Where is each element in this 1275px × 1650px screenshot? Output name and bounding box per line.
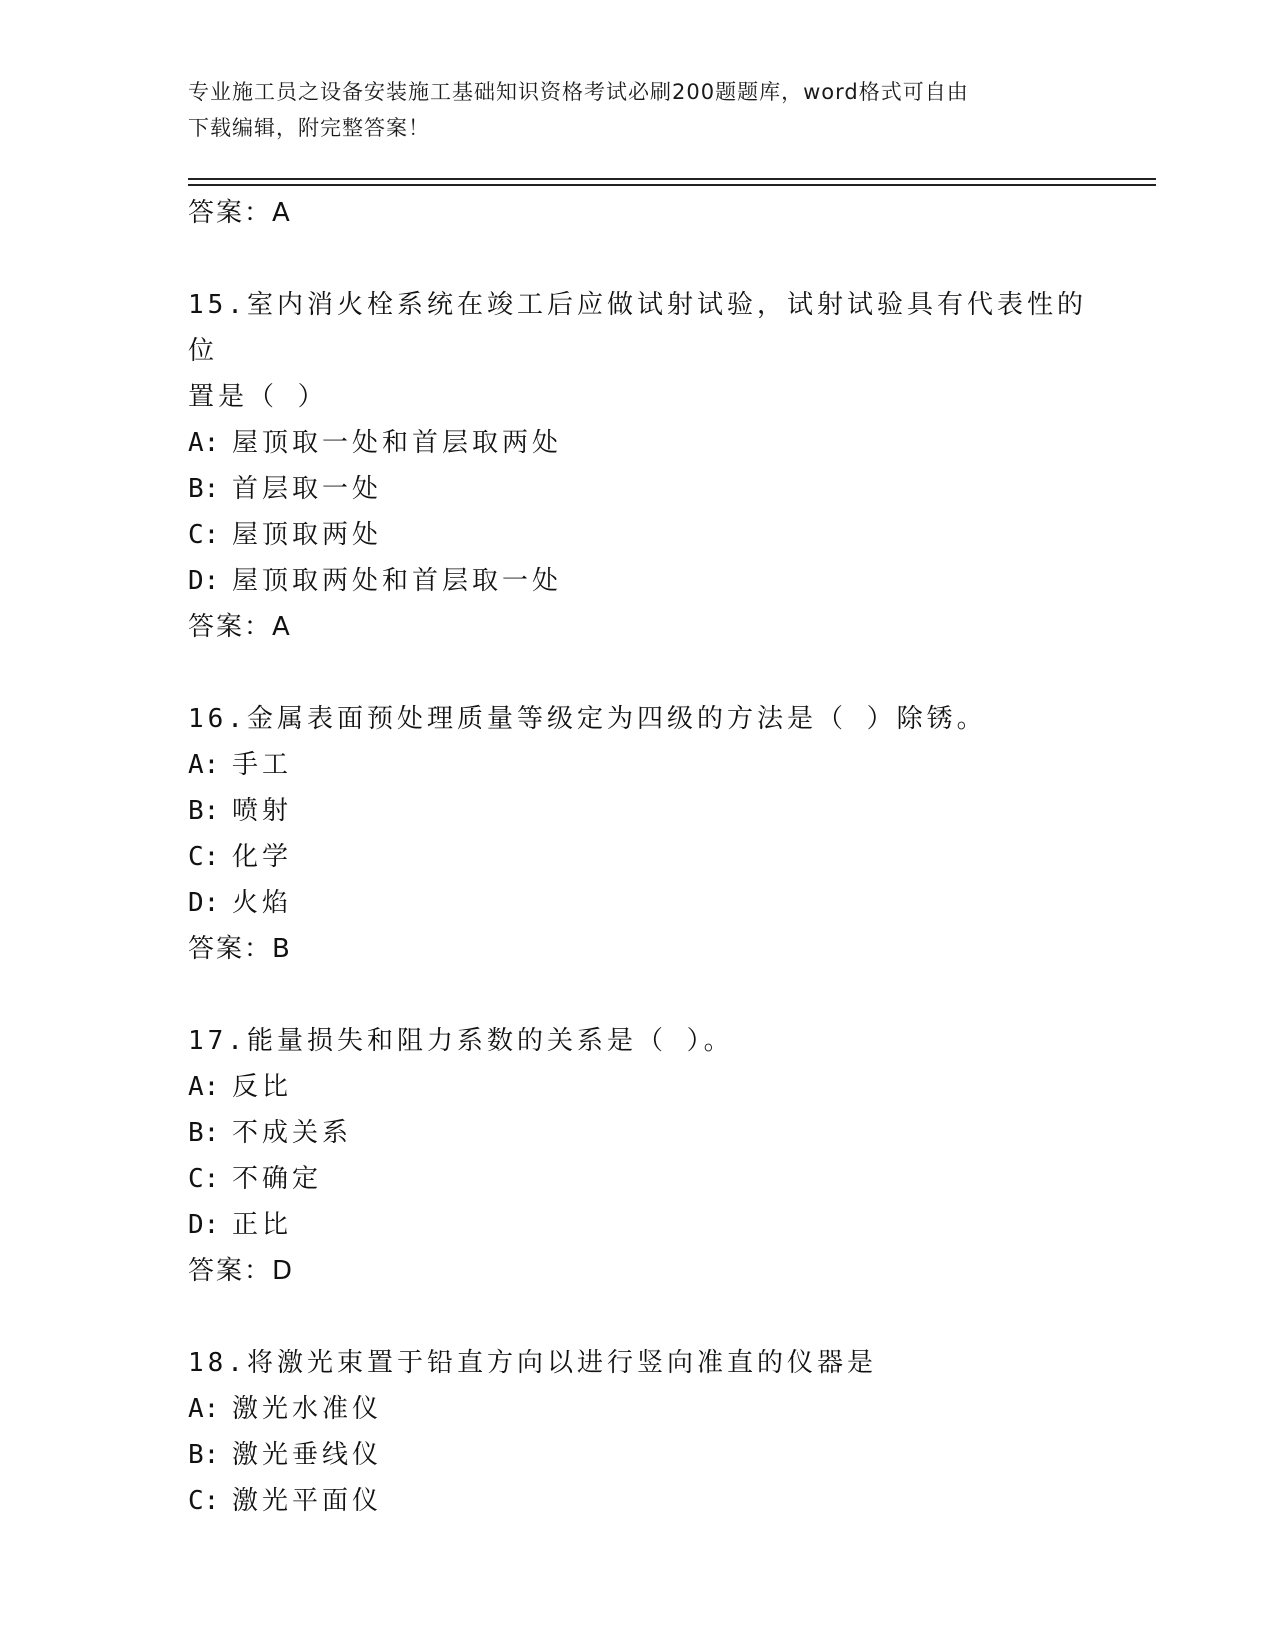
question-text: 16.金属表面预处理质量等级定为四级的方法是（ ）除锈。 <box>188 704 987 734</box>
question-text: 15.室内消火栓系统在竣工后应做试射试验，试射试验具有代表性的位 <box>188 290 1087 366</box>
document-header <box>188 74 1088 146</box>
option-c <box>188 834 1088 880</box>
option-d <box>188 558 1088 604</box>
option-text: 激光垂线仪 <box>232 1440 383 1470</box>
option-a <box>188 1386 1088 1432</box>
option-b <box>188 1110 1088 1156</box>
option-label: B: <box>188 1440 220 1470</box>
question-text: 17.能量损失和阻力系数的关系是（ ）。 <box>188 1026 734 1056</box>
option-c <box>188 1478 1088 1524</box>
option-label: C: <box>188 842 220 872</box>
option-text: 手工 <box>232 750 293 780</box>
option-text: 不成关系 <box>232 1118 353 1148</box>
answer-line: 答案：A <box>188 612 292 642</box>
option-text: 屋顶取两处和首层取一处 <box>232 566 563 596</box>
option-a <box>188 420 1088 466</box>
option-label: A: <box>188 428 220 458</box>
option-label: B: <box>188 474 220 504</box>
answer-line: 答案：A <box>188 198 292 228</box>
option-c <box>188 1156 1088 1202</box>
option-text: 喷射 <box>232 796 293 826</box>
answer-line: 答案：D <box>188 1256 295 1286</box>
question-18 <box>188 1340 1088 1524</box>
option-text: 首层取一处 <box>232 474 383 504</box>
option-d <box>188 1202 1088 1248</box>
option-b <box>188 1432 1088 1478</box>
option-text: 反比 <box>232 1072 293 1102</box>
option-label: A: <box>188 1394 220 1424</box>
option-a <box>188 1064 1088 1110</box>
option-text: 激光平面仪 <box>232 1486 383 1516</box>
option-text: 屋顶取一处和首层取两处 <box>232 428 563 458</box>
option-b <box>188 466 1088 512</box>
option-a <box>188 742 1088 788</box>
option-label: D: <box>188 566 220 596</box>
question-16 <box>188 696 1088 972</box>
question-17 <box>188 1018 1088 1294</box>
option-text: 不确定 <box>232 1164 323 1194</box>
option-label: C: <box>188 1164 220 1194</box>
header-divider-top <box>188 178 1156 180</box>
option-d <box>188 880 1088 926</box>
question-text: 18.将激光束置于铅直方向以进行竖向准直的仪器是 <box>188 1348 877 1378</box>
option-c <box>188 512 1088 558</box>
option-text: 屋顶取两处 <box>232 520 383 550</box>
header-line-2: 下载编辑，附完整答案！ <box>188 116 430 140</box>
header-line-1: 专业施工员之设备安装施工基础知识资格考试必刷200题题库，word格式可自由 <box>188 80 969 104</box>
document-body <box>188 190 1088 1524</box>
answer-line: 答案：B <box>188 934 292 964</box>
option-label: D: <box>188 888 220 918</box>
option-label: D: <box>188 1210 220 1240</box>
option-label: C: <box>188 1486 220 1516</box>
option-text: 激光水准仪 <box>232 1394 383 1424</box>
option-label: C: <box>188 520 220 550</box>
question-15 <box>188 282 1088 650</box>
option-text: 火焰 <box>232 888 293 918</box>
option-label: A: <box>188 1072 220 1102</box>
option-label: B: <box>188 796 220 826</box>
option-label: B: <box>188 1118 220 1148</box>
header-divider-bottom <box>188 184 1156 186</box>
question-text-continued: 置是（ ） <box>188 382 328 412</box>
option-b <box>188 788 1088 834</box>
option-text: 正比 <box>232 1210 293 1240</box>
option-label: A: <box>188 750 220 780</box>
option-text: 化学 <box>232 842 293 872</box>
